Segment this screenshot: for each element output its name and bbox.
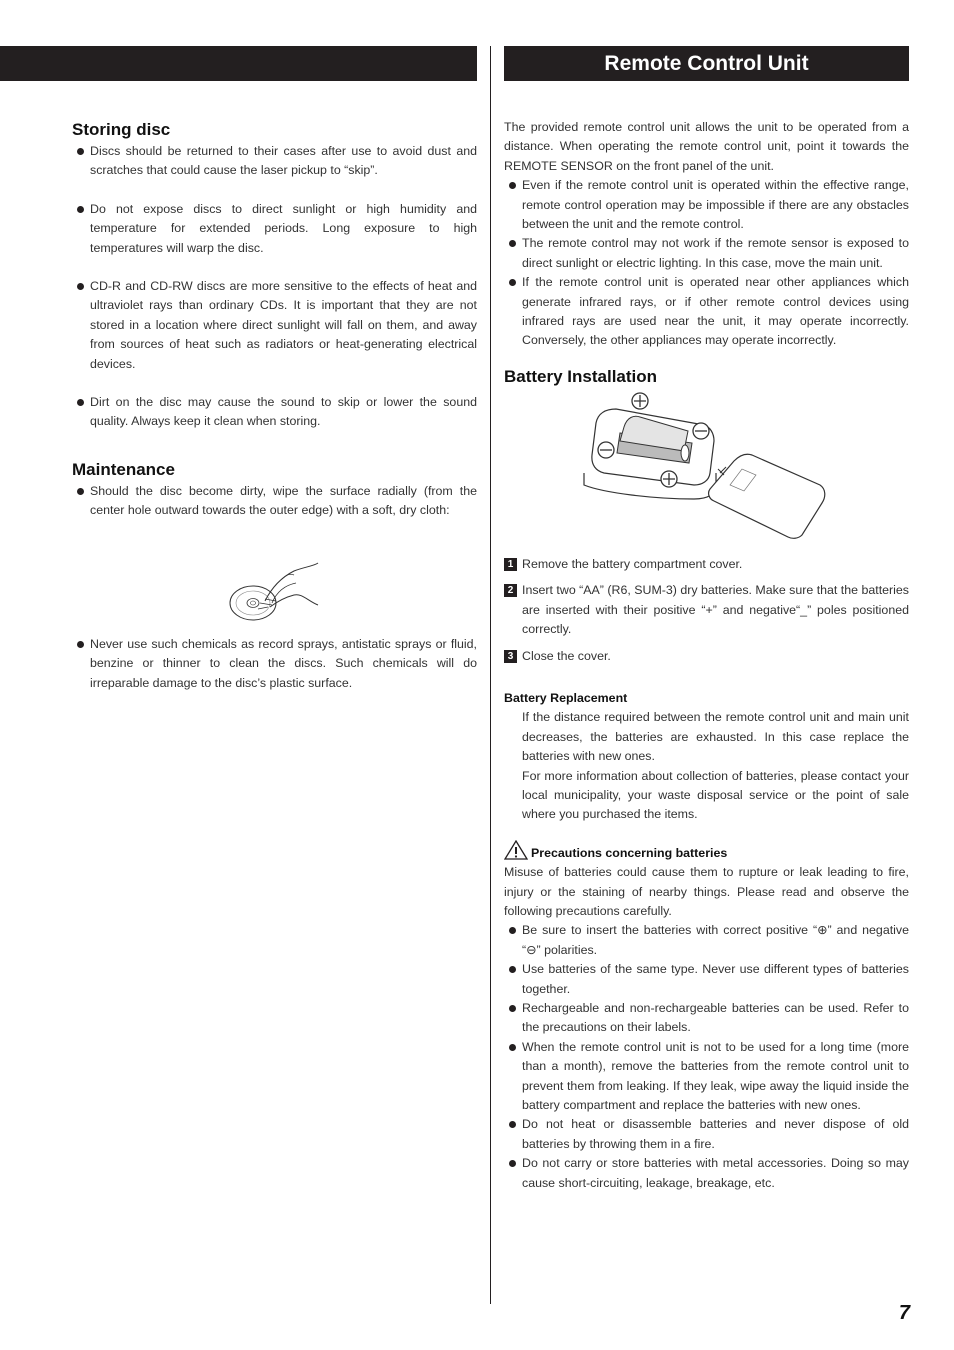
step-text: Insert two “AA” (R6, SUM-3) dry batteries. Make sure that the batteries are inserted with their positive “+” and negative“_” poles positioned correctly. — [522, 583, 910, 637]
step-number: 1 — [504, 558, 517, 571]
list-item: Do not heat or disassemble batteries and never dispose of old batteries by throwing them in a fire. — [504, 1115, 909, 1154]
list-item: Use batteries of the same type. Never use different types of batteries together. — [504, 960, 909, 999]
precautions-heading-row — [504, 840, 909, 863]
page-section-title: Remote Control Unit — [604, 52, 809, 75]
list-item: The remote control may not work if the remote sensor is exposed to direct sunlight or electric lighting. In this case, move the main unit. — [504, 234, 909, 273]
maintenance-heading: Maintenance — [72, 459, 175, 479]
precautions-heading: Precautions concerning batteries — [531, 845, 728, 860]
disc-wiping-illustration — [72, 521, 477, 635]
battery-replacement-heading: Battery Replacement — [504, 690, 628, 705]
maintenance-list-2 — [72, 635, 477, 693]
battery-replacement-para-2: For more information about collection of batteries, please contact your local municipality, your waste disposal service or the point of sale where you purchased the items. — [522, 768, 909, 822]
list-item: Do not carry or store batteries with metal accessories. Doing so may cause short-circuiting, leakage, breakage, etc. — [504, 1154, 909, 1193]
installation-steps — [504, 555, 909, 666]
list-item: CD-R and CD-RW discs are more sensitive to the effects of heat and ultraviolet rays than ordinary CDs. It is important that they are not stored in a location where direct sunlight will fall on them, and away from sources of heat such as radiators or heat-generating electrical devices. — [72, 277, 477, 374]
section-bar-left — [0, 46, 477, 81]
right-column — [504, 118, 909, 1193]
section-title-bar — [504, 46, 909, 81]
list-item: Do not expose discs to direct sunlight or high humidity and temperature for extended periods. Long exposure to high temperatures will warp the disc. — [72, 200, 477, 258]
remote-notes-list — [504, 176, 909, 351]
list-item: When the remote control unit is not to be used for a long time (more than a month), remove the batteries from the remote control unit to prevent them from leaking. If they leak, wipe away the liquid inside the battery compartment and replace the batteries with new ones. — [504, 1038, 909, 1116]
remote-intro: The provided remote control unit allows the unit to be operated from a distance. When operating the remote control unit, point it towards the REMOTE SENSOR on the front panel of the unit. — [504, 120, 909, 173]
precautions-intro: Misuse of batteries could cause them to rupture or leak leading to fire, injury or the staining of nearby things. Please read and observe the following precautions carefully. — [504, 865, 909, 918]
step-item — [504, 581, 909, 639]
step-text: Close the cover. — [522, 648, 611, 663]
storing-disc-heading: Storing disc — [72, 120, 171, 139]
list-item: Rechargeable and non-rechargeable batteries can be used. Refer to the precautions on their labels. — [504, 999, 909, 1038]
page-number: 7 — [898, 1302, 910, 1324]
storing-disc-list — [72, 142, 477, 432]
battery-replacement-para-1: If the distance required between the remote control unit and main unit decreases, the batteries are exhausted. In this case replace the batteries with new ones. — [522, 710, 909, 764]
list-item: Even if the remote control unit is operated within the effective range, remote control operation may be impossible if there are any obstacles between the unit and the remote control. — [504, 176, 909, 234]
step-number: 2 — [504, 584, 517, 597]
column-divider — [490, 46, 491, 1304]
maintenance-list — [72, 482, 477, 521]
left-column — [72, 118, 477, 693]
battery-installation-illustration — [504, 389, 909, 555]
list-item: Never use such chemicals as record sprays, antistatic sprays or fluid, benzine or thinner to clean the discs. Such chemicals will do irreparable damage to the disc’s plastic surface. — [72, 635, 477, 693]
step-number: 3 — [504, 650, 517, 663]
battery-installation-heading: Battery Installation — [504, 366, 658, 386]
step-text: Remove the battery compartment cover. — [522, 556, 743, 571]
step-item — [504, 555, 909, 574]
step-item — [504, 647, 909, 666]
list-item: Be sure to insert the batteries with correct positive “⊕” and negative “⊖” polarities. — [504, 921, 909, 960]
list-item: Should the disc become dirty, wipe the surface radially (from the center hole outward towards the outer edge) with a soft, dry cloth: — [72, 482, 477, 521]
warning-icon — [504, 840, 528, 860]
list-item: If the remote control unit is operated near other appliances which generate infrared rays, or if other remote control devices using infrared rays are used near the unit, it may operate incorrectly. Conversely, the other appliances may operate incorrectly. — [504, 273, 909, 351]
list-item: Dirt on the disc may cause the sound to skip or lower the sound quality. Always keep it clean when storing. — [72, 393, 477, 432]
precautions-list — [504, 921, 909, 1193]
list-item: Discs should be returned to their cases after use to avoid dust and scratches that could cause the laser pickup to “skip”. — [72, 142, 477, 181]
